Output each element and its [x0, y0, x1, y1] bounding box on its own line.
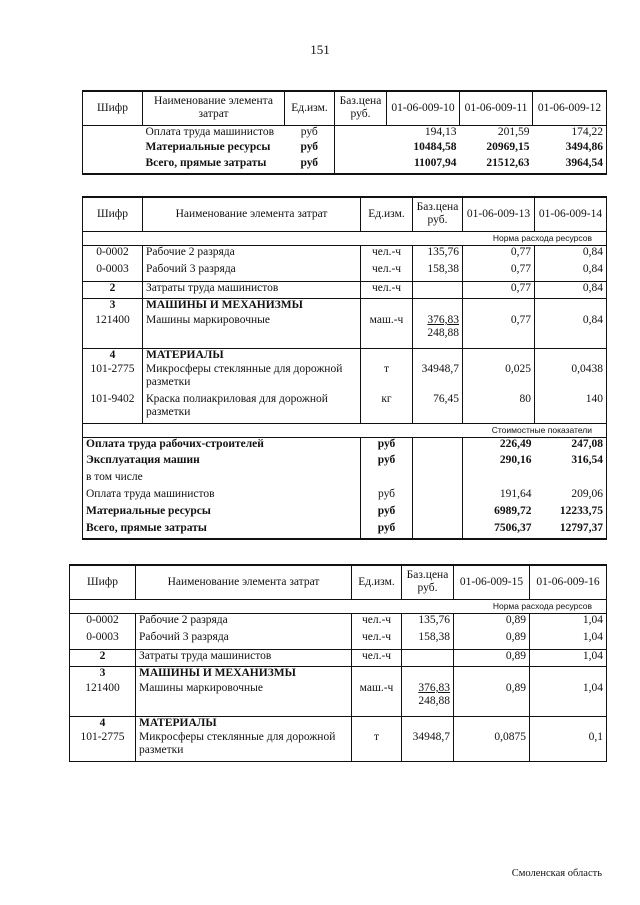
total-value: 290,16: [463, 454, 535, 471]
total-name: Материальные ресурсы: [86, 505, 211, 517]
row-price: 158,38: [402, 631, 454, 649]
cost-table-1: [82, 90, 607, 175]
section-title: МАШИНЫ И МЕХАНИЗМЫ: [143, 298, 361, 314]
row-price: 376,83: [427, 314, 459, 326]
row-value: 21512,63: [460, 157, 533, 174]
row-price: 376,83: [418, 682, 450, 694]
header-col-14: 01-06-009-14: [535, 197, 607, 231]
table-row: [83, 488, 607, 505]
row-name: Микросферы стеклянные для дорожной разметки: [143, 363, 361, 393]
table-row: [83, 437, 607, 454]
row-value: 1,04: [530, 613, 607, 631]
row-value: 0,84: [535, 245, 607, 263]
row-value: 3494,86: [565, 141, 603, 153]
total-name: Оплата труда машинистов: [86, 488, 215, 500]
row-name: Затраты труда машинистов: [143, 281, 361, 298]
table-row: [83, 363, 607, 393]
cost-table-3: [69, 564, 607, 762]
row-code: 0-0003: [70, 631, 136, 649]
table-row: [83, 125, 607, 141]
row-value: 3964,54: [533, 157, 607, 174]
table-row: [83, 393, 607, 423]
row-price: 76,45: [413, 393, 463, 423]
norm-label: Норма расхода ресурсов: [83, 231, 607, 245]
row-value: 1,04: [530, 631, 607, 649]
row-unit: кг: [361, 393, 413, 423]
row-value: 0,89: [454, 631, 530, 649]
section-title: МАТЕРИАЛЫ: [136, 716, 352, 731]
header-unit: Ед.изм.: [361, 197, 413, 231]
row-value: 11007,94: [387, 157, 460, 174]
table-row: [70, 682, 607, 716]
row-code: 121400: [70, 682, 136, 716]
row-unit: чел.-ч: [352, 631, 402, 649]
row-unit: т: [361, 363, 413, 393]
total-value: 7506,37: [463, 522, 535, 539]
row-unit: т: [352, 731, 402, 761]
page-number: 151: [310, 42, 330, 57]
header-col-13: 01-06-009-13: [463, 197, 535, 231]
row-code: 101-2775: [90, 363, 135, 375]
row-name: Затраты труда машинистов: [136, 649, 352, 666]
header-col-11: 01-06-009-11: [460, 91, 533, 125]
table-row: [83, 141, 607, 157]
total-value: 226,49: [463, 437, 535, 454]
table-row: [70, 631, 607, 649]
total-name: Эксплуатация машин: [86, 454, 200, 466]
total-unit: руб: [361, 437, 413, 454]
total-value: 6989,72: [463, 505, 535, 522]
row-name: Микросферы стеклянные для дорожной разметки: [136, 731, 352, 761]
row-name: Оплата труда машинистов: [145, 125, 275, 138]
row-price: 158,38: [413, 263, 463, 281]
row-unit: руб: [300, 125, 318, 138]
row-price: 135,76: [402, 613, 454, 631]
row-price-secondary: 248,88: [418, 695, 450, 707]
header-col-15: 01-06-009-15: [454, 565, 530, 599]
row-value: 0,77: [463, 314, 535, 348]
row-value: 0,89: [454, 649, 530, 666]
header-unit: Ед.изм.: [285, 91, 335, 125]
row-name: Рабочие 2 разряда: [143, 245, 361, 263]
row-value: 0,77: [463, 263, 535, 281]
row-value: 0,1: [530, 731, 607, 761]
row-value: 0,025: [463, 363, 535, 393]
total-value: 209,06: [571, 488, 603, 500]
row-name: Рабочие 2 разряда: [136, 613, 352, 631]
table-row: [83, 471, 607, 488]
row-unit: маш.-ч: [352, 682, 402, 716]
row-price-secondary: 248,88: [427, 327, 459, 339]
row-code: 101-2775: [70, 731, 136, 761]
total-name: Оплата труда рабочих-строителей: [86, 437, 264, 450]
row-price: 135,76: [413, 245, 463, 263]
row-code: 0-0003: [83, 263, 143, 281]
table-row: [83, 157, 607, 174]
total-unit: руб: [361, 488, 413, 505]
row-code: 0-0002: [96, 245, 129, 258]
section-title: МАТЕРИАЛЫ: [143, 348, 361, 363]
footer-region: Смоленская область: [511, 868, 602, 879]
total-unit: руб: [361, 505, 413, 522]
header-name: Наименование элемента затрат: [136, 565, 352, 599]
section-code: 3: [99, 666, 106, 679]
row-code: 101-9402: [83, 393, 143, 423]
row-code: 121400: [83, 314, 143, 348]
row-value: 0,0875: [454, 731, 530, 761]
row-unit: маш.-ч: [361, 314, 413, 348]
table-row: [83, 522, 607, 539]
row-name: Материальные ресурсы: [145, 141, 271, 153]
row-value: 20969,15: [486, 141, 530, 153]
total-value: 247,08: [571, 437, 603, 450]
table-row: [70, 731, 607, 761]
header-price: Баз.цена руб.: [402, 565, 454, 599]
header-code: Шифр: [70, 565, 136, 599]
header-col-16: 01-06-009-16: [530, 565, 607, 599]
table-row: [70, 649, 607, 666]
row-name: Краска полиакриловая для дорожной разметки: [143, 393, 361, 423]
row-value: 1,04: [530, 682, 607, 716]
header-unit: Ед.изм.: [352, 565, 402, 599]
row-name: Машины маркировочные: [143, 314, 361, 348]
row-value: 0,89: [454, 613, 530, 631]
table-row: [70, 613, 607, 631]
row-value: 0,84: [535, 314, 607, 348]
row-value: 0,89: [454, 682, 530, 716]
table-row: [83, 505, 607, 522]
row-name: Всего, прямые затраты: [143, 157, 285, 174]
row-value: 0,77: [463, 281, 535, 298]
row-unit: руб: [300, 141, 319, 153]
row-unit: руб: [285, 157, 335, 174]
header-name: Наименование элемента затрат: [143, 91, 285, 125]
row-unit: чел.-ч: [361, 245, 413, 263]
section-code: 3: [109, 298, 116, 311]
total-value: 191,64: [463, 488, 535, 505]
header-code: Шифр: [83, 197, 143, 231]
row-value: 0,77: [463, 245, 535, 263]
table-row: [83, 314, 607, 348]
row-price: 34948,7: [402, 731, 454, 761]
header-code: Шифр: [83, 91, 143, 125]
row-unit: чел.-ч: [352, 649, 402, 666]
table-row: [83, 245, 607, 263]
row-unit: чел.-ч: [352, 613, 402, 631]
total-value: 12797,37: [535, 522, 607, 539]
cost-label: Стоимостные показатели: [83, 423, 607, 437]
total-unit: руб: [361, 454, 413, 471]
row-price: 34948,7: [413, 363, 463, 393]
total-value: 12233,75: [559, 505, 603, 517]
row-name: Рабочий 3 разряда: [136, 631, 352, 649]
table-row: [83, 454, 607, 471]
row-unit: чел.-ч: [361, 263, 413, 281]
row-value: 0,84: [535, 281, 607, 298]
row-value: 174,22: [571, 125, 603, 138]
row-value: 80: [463, 393, 535, 423]
total-value: 316,54: [571, 454, 603, 466]
table-row: [83, 263, 607, 281]
row-value: 194,13: [424, 125, 457, 138]
row-unit: чел.-ч: [361, 281, 413, 298]
row-value: 140: [535, 393, 607, 423]
section-code: 4: [109, 348, 116, 361]
header-col-12: 01-06-009-12: [533, 91, 607, 125]
row-value: 1,04: [530, 649, 607, 666]
row-value: 0,0438: [535, 363, 607, 393]
row-value: 0,84: [535, 263, 607, 281]
total-name: Всего, прямые затраты: [83, 522, 361, 539]
section-code: 4: [99, 716, 106, 729]
row-code: 2: [70, 649, 136, 666]
total-name: в том числе: [86, 471, 143, 483]
row-value: 10484,58: [413, 141, 457, 153]
header-price: Баз.цена руб.: [335, 91, 387, 125]
header-price: Баз.цена руб.: [413, 197, 463, 231]
row-name: Машины маркировочные: [136, 682, 352, 716]
header-col-10: 01-06-009-10: [387, 91, 460, 125]
cost-table-2: [82, 196, 607, 540]
table-row: [83, 281, 607, 298]
row-code: 2: [83, 281, 143, 298]
row-value: 201,59: [497, 125, 530, 138]
header-name: Наименование элемента затрат: [143, 197, 361, 231]
total-unit: руб: [361, 522, 413, 539]
row-code: 0-0002: [86, 613, 119, 626]
row-name: Рабочий 3 разряда: [143, 263, 361, 281]
section-title: МАШИНЫ И МЕХАНИЗМЫ: [136, 666, 352, 682]
norm-label: Норма расхода ресурсов: [70, 599, 607, 613]
